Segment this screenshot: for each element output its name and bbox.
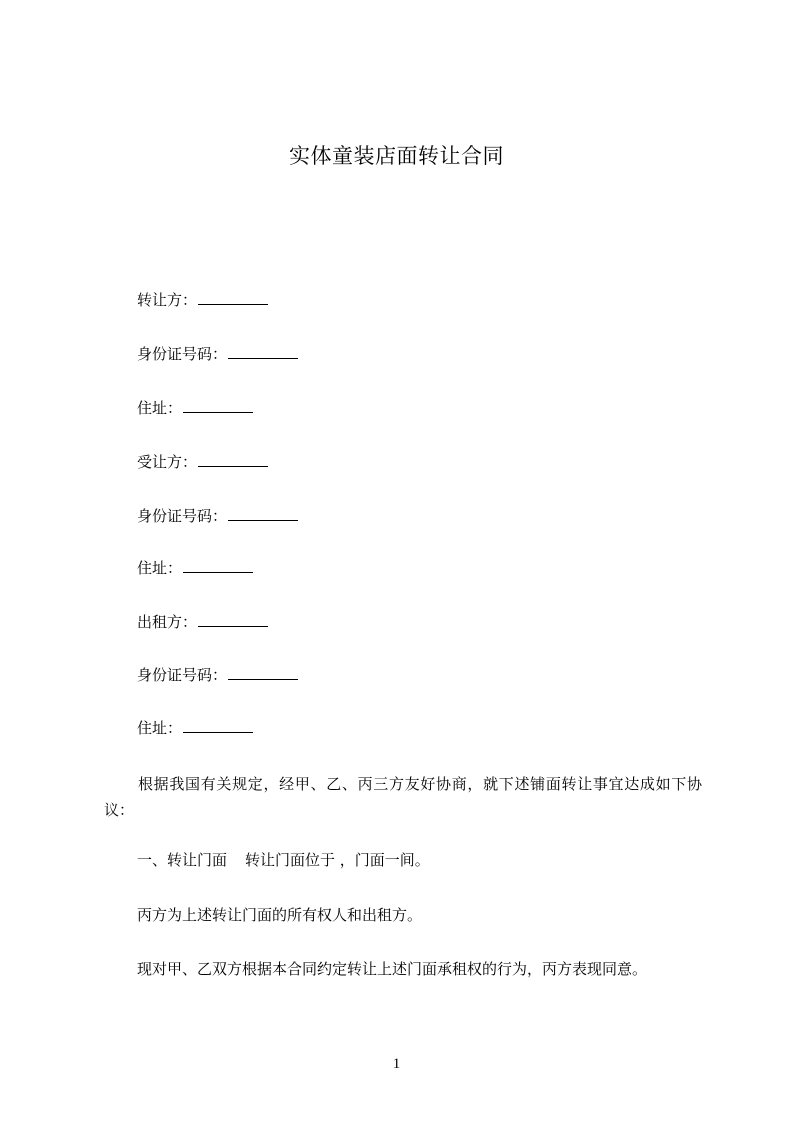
lessor-id-label: 身份证号码： — [137, 666, 228, 684]
page-number: 1 — [392, 1056, 401, 1072]
lessor-address-blank — [183, 718, 253, 733]
transferee-address-field — [137, 558, 253, 578]
transferor-id-blank — [228, 344, 298, 359]
lessor-address-label: 住址： — [137, 719, 183, 737]
transferee-name-blank — [198, 452, 268, 467]
transferor-address-field — [137, 398, 253, 418]
lessor-address-field — [137, 718, 253, 738]
ownership-paragraph: 丙方为上述转让门面的所有权人和出租方。 — [137, 906, 423, 924]
transferor-id-field — [137, 344, 298, 364]
transferor-name-blank — [198, 290, 268, 305]
lessor-id-field — [137, 665, 298, 685]
transferee-id-blank — [228, 506, 298, 521]
intro-paragraph: 根据我国有关规定，经甲、乙、丙三方友好协商，就下述铺面转让事宜达成如下协议： — [104, 775, 702, 819]
transferee-name-field — [137, 452, 268, 472]
transferor-address-blank — [183, 398, 253, 413]
transferor-address-label: 住址： — [137, 399, 183, 417]
transferee-id-label: 身份证号码： — [137, 507, 228, 525]
section-1-text: 转让门面位于 ，门面一间。 — [245, 851, 430, 869]
transferor-name-field — [137, 290, 268, 310]
lessor-name-field — [137, 612, 268, 632]
transferee-address-blank — [183, 558, 253, 573]
lessor-name-label: 出租方： — [137, 613, 198, 631]
section-1-line — [137, 850, 430, 870]
transferee-id-field — [137, 506, 298, 526]
transferor-id-label: 身份证号码： — [137, 345, 228, 363]
lessor-name-blank — [198, 612, 268, 627]
transferee-address-label: 住址： — [137, 559, 183, 577]
lessor-id-blank — [228, 665, 298, 680]
section-1-heading: 一、转让门面 — [137, 851, 228, 869]
consent-paragraph: 现对甲、乙双方根据本合同约定转让上述门面承租权的行为，丙方表现同意。 — [137, 960, 648, 978]
transferee-name-label: 受让方： — [137, 453, 198, 471]
document-title: 实体童装店面转让合同 — [289, 144, 504, 168]
transferor-name-label: 转让方： — [137, 291, 198, 309]
